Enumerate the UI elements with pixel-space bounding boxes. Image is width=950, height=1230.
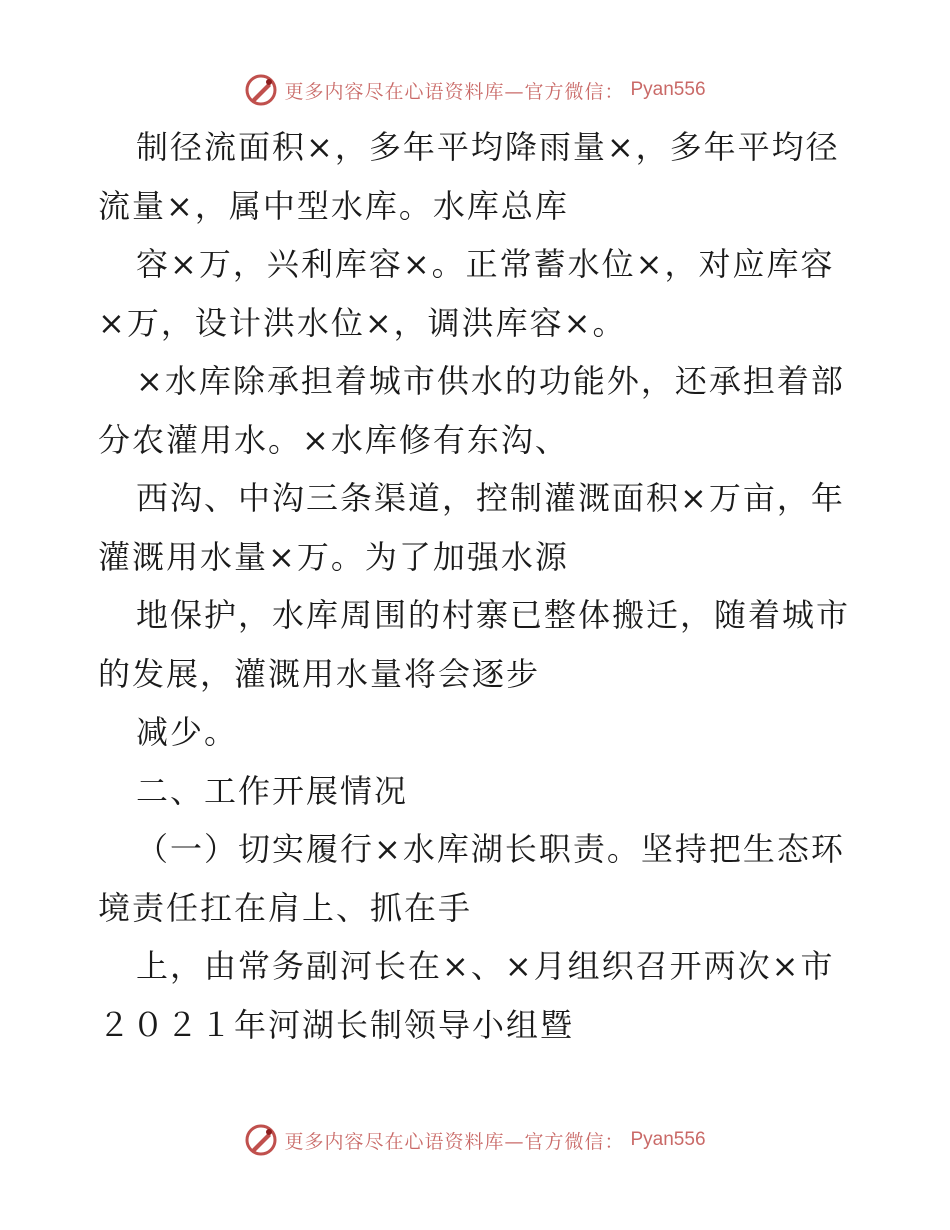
text-line: 制径流面积×，多年平均降雨量×，多年平均径 <box>136 128 840 166</box>
text-line: 西沟、中沟三条渠道，控制灌溉面积×万亩，年 <box>136 479 845 517</box>
document-body <box>98 118 858 1054</box>
text-line: 地保护，水库周围的村寨已整体搬迁，随着城市 <box>136 596 851 634</box>
footer-watermark <box>0 1120 950 1160</box>
pen-logo-icon <box>244 1123 278 1157</box>
watermark-text: 更多内容尽在心语资料库—官方微信： <box>284 1130 625 1153</box>
text-line: ２０２１年河湖长制领导小组暨 <box>98 1005 575 1044</box>
text-line: ×水库除承担着城市供水的功能外，还承担着部 <box>136 362 845 400</box>
text-line: 灌溉用水量×万。为了加强水源 <box>98 537 569 576</box>
pen-logo-icon <box>244 73 278 107</box>
text-line: 境责任扛在肩上、抓在手 <box>98 888 473 927</box>
header-watermark <box>0 70 950 110</box>
text-line: 的发展，灌溉用水量将会逐步 <box>98 654 541 693</box>
watermark-text: 更多内容尽在心语资料库—官方微信： <box>284 80 625 103</box>
text-line: 减少。 <box>136 713 239 751</box>
watermark-id: Pyan556 <box>630 1129 706 1150</box>
text-line: 分农灌用水。×水库修有东沟、 <box>98 420 569 459</box>
text-line: ×万，设计洪水位×，调洪库容×。 <box>98 303 627 342</box>
watermark-id: Pyan556 <box>630 79 706 100</box>
text-line: 容×万，兴利库容×。正常蓄水位×，对应库容 <box>136 245 835 283</box>
text-line: 上，由常务副河长在×、×月组织召开两次×市 <box>136 947 835 985</box>
text-line: 流量×，属中型水库。水库总库 <box>98 186 569 225</box>
text-line: （一）切实履行×水库湖长职责。坚持把生态环 <box>136 830 845 868</box>
section-heading: 二、工作开展情况 <box>136 771 409 810</box>
